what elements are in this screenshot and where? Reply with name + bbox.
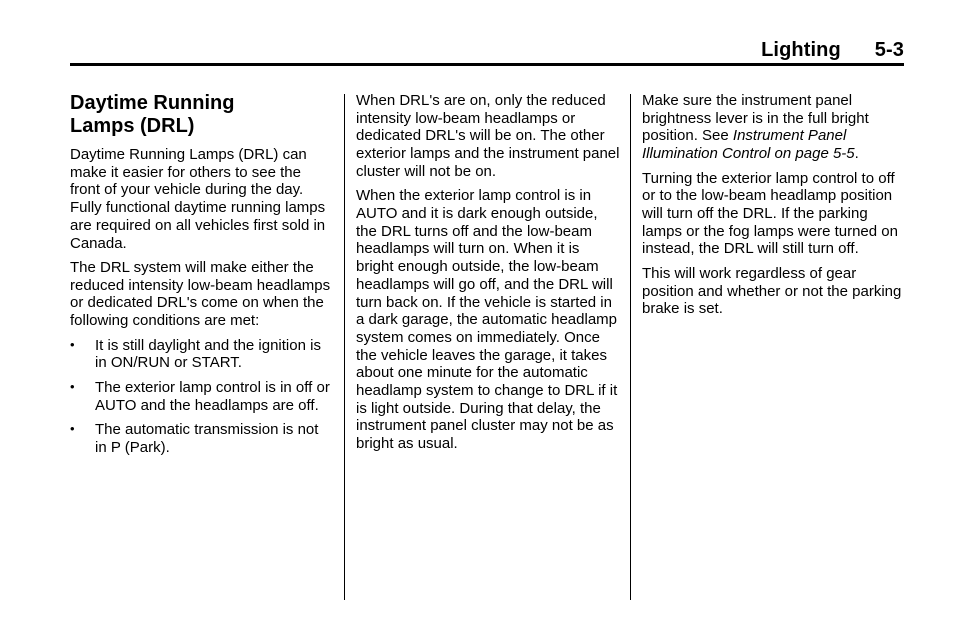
header-rule [70,63,904,66]
paragraph: Daytime Running Lamps (DRL) can make it easier for others to see the front of your vehicle during the day. Fully functional daytime running lamps are required on all vehicles first sold in Canada. [70,146,326,252]
list-item [70,379,332,414]
column-middle [356,92,620,460]
page-header [70,38,904,66]
column-right [642,92,906,325]
heading-line: Daytime Running [70,92,235,114]
paragraph [642,92,906,163]
cross-reference-link[interactable]: Instrument Panel Illumination Control on page 5-5 [642,127,855,163]
bullet-icon: • [70,421,75,437]
list-item [70,337,332,372]
list-item-text: It is still daylight and the ignition is in ON/RUN or START. [95,336,321,372]
paragraph: This will work regardless of gear position and whether or not the parking brake is set. [642,264,902,318]
bullet-icon: • [70,336,75,352]
column-divider [630,94,631,600]
list-item-text: The exterior lamp control is in off or AUTO and the headlamps are off. [95,378,330,414]
paragraph-text: Make sure the instrument panel brightness lever is in the full bright position. See [642,92,869,145]
paragraph-text: . [854,145,859,163]
paragraph: When the exterior lamp control is in AUTO and it is dark enough outside, the DRL turns off and the low-beam headlamps will turn on. When it is bright enough outside, the low-beam headlamps will go off, and the DRL will turn back on. If the vehicle is started in a dark garage, the automatic headlamp system comes on immediately. Once the vehicle leaves the garage, it takes about one minute for the automatic headlamp system to change to DRL if it is light outside. During that delay, the instrument panel cluster may not be as bright as usual. [356,187,618,453]
page-number: 5-3 [874,39,904,61]
column-left [70,92,332,463]
list-item-text: The automatic transmission is not in P (Park). [95,421,319,456]
conditions-list [70,337,332,457]
section-name: Lighting [761,39,841,61]
running-header [761,38,904,62]
column-divider [344,94,345,600]
bullet-icon: • [70,378,75,394]
list-item [70,421,332,456]
heading-line: Lamps (DRL) [70,115,195,137]
paragraph: Turning the exterior lamp control to off or to the low-beam headlamp position will turn off the DRL. If the parking lamps or the fog lamps were turned on instead, the DRL will still turn off. [642,169,898,258]
section-heading [70,92,332,138]
paragraph: When DRL's are on, only the reduced intensity low-beam headlamps or dedicated DRL's will be on. The other exterior lamps and the instrument panel cluster will not be on. [356,92,620,180]
paragraph: The DRL system will make either the reduced intensity low-beam headlamps or dedicated DRL's come on when the following conditions are met: [70,259,331,330]
